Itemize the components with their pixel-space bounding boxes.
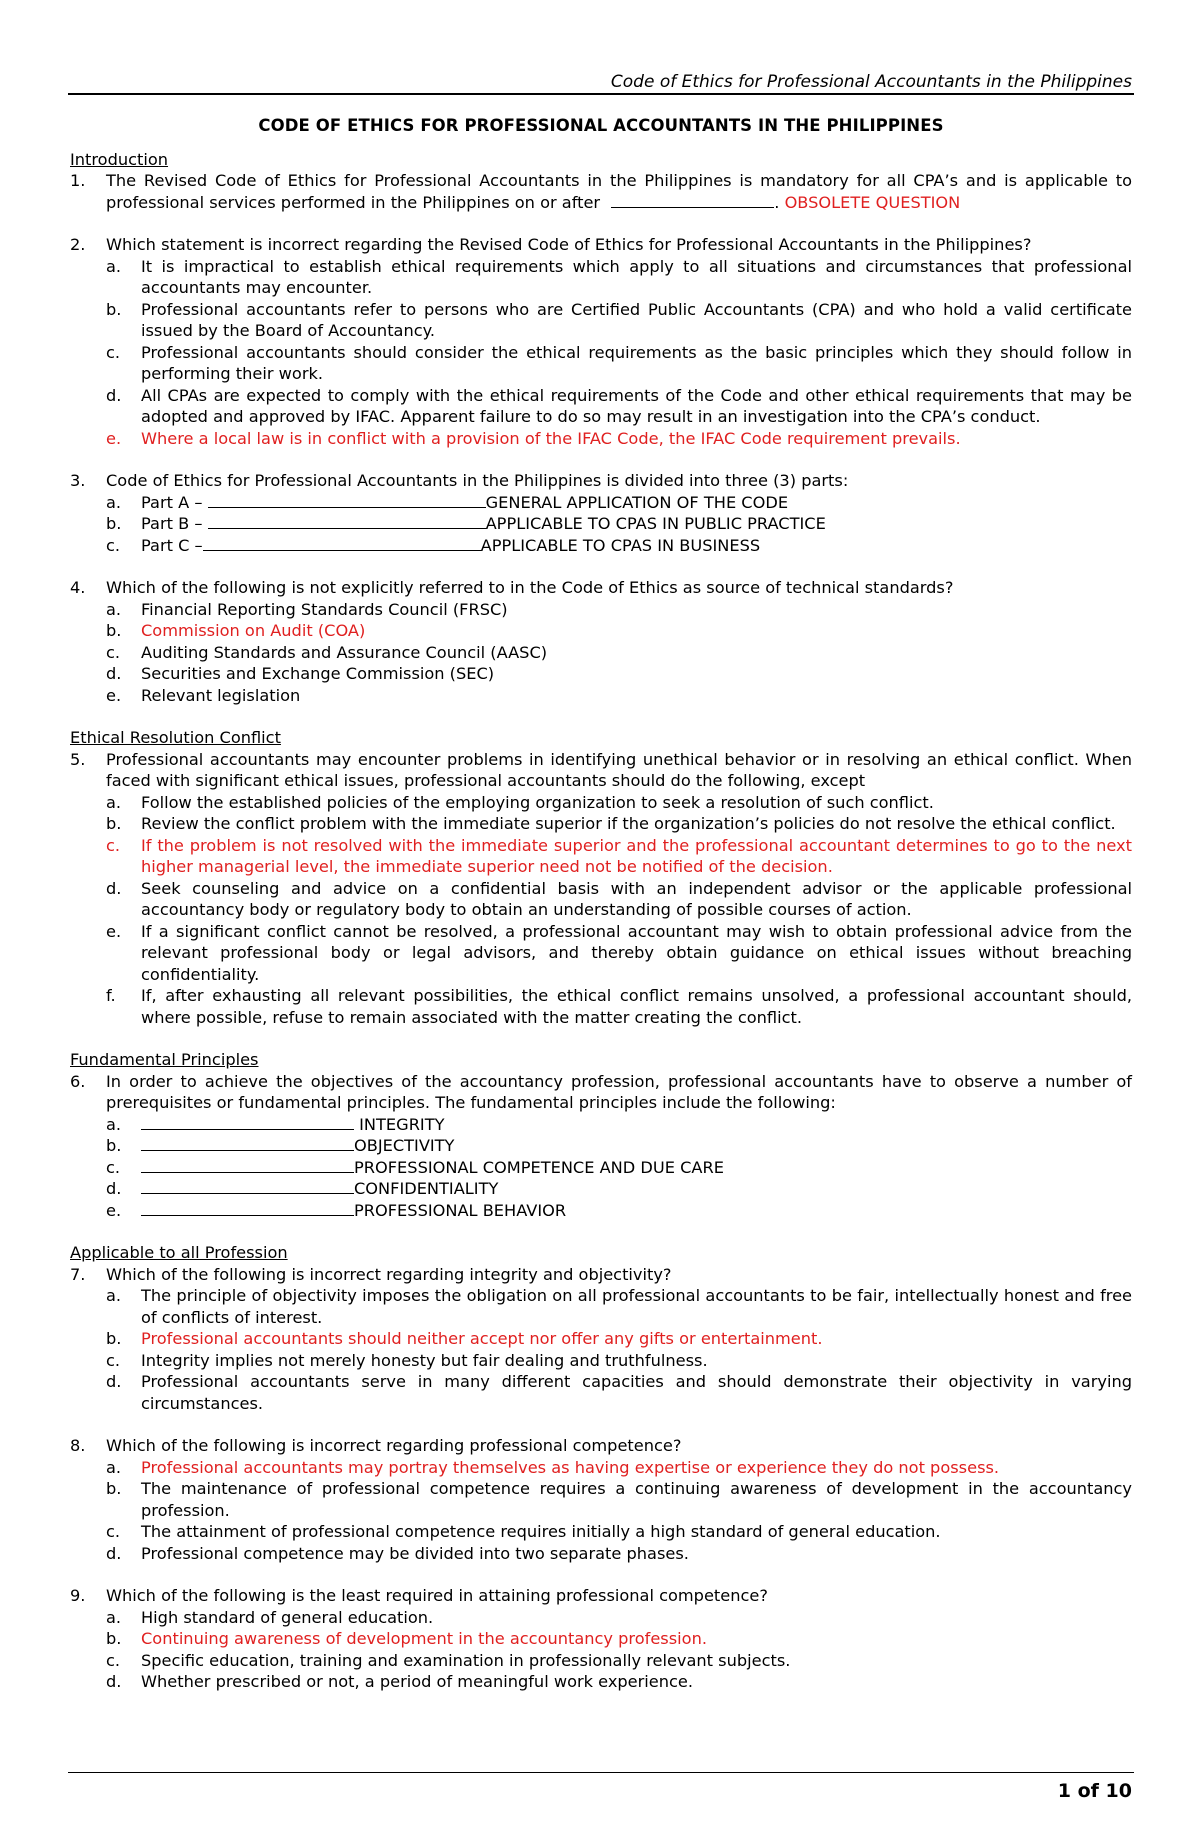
option-c: c. Integrity implies not merely honesty but fair dealing and truthfulness. [106,1350,708,1370]
question-text: Which of the following is incorrect regarding professional competence? [106,1436,682,1455]
footer-rule [68,1772,1134,1773]
answer-blank [208,513,486,529]
page-title: CODE OF ETHICS FOR PROFESSIONAL ACCOUNTANTS IN THE PHILIPPINES [258,116,944,135]
option-a: a. High standard of general education. [106,1607,434,1627]
question-number: 3. [70,471,86,490]
answer-blank [141,1200,354,1216]
question-9 [70,1585,1132,1607]
option-d: d. Whether prescribed or not, a period of meaningful work experience. [106,1672,694,1691]
option-e: e. PROFESSIONAL BEHAVIOR [106,1200,567,1220]
answer-blank [141,1135,354,1151]
option-b: b. OBJECTIVITY [106,1136,455,1155]
answer-blank [208,492,486,508]
option-d: d. Professional accountants serve in many different capacities and should demonstrate their objectivity in varying circumstances. [106,1372,1132,1413]
question-text: Professional accountants may encounter problems in identifying unethical behavior or in resolving an ethical conflict. When faced with significant ethical issues, professional accountants should do the following, except [106,749,1132,790]
option-b: b. Professional accountants refer to persons who are Certified Public Accountants (CPA) and who hold a valid certificate issued by the Board of Accountancy. [106,299,1132,340]
answer-text: OBJECTIVITY [354,1136,455,1155]
question-number: 9. [70,1586,86,1605]
header-rule [68,93,1134,95]
option-c: c. PROFESSIONAL COMPETENCE AND DUE CARE [106,1157,724,1177]
answer-text: INTEGRITY [354,1114,445,1134]
section-heading-introduction: Introduction [70,149,169,169]
question-text: Which of the following is incorrect regarding integrity and objectivity? [106,1264,672,1284]
question-number: 6. [70,1071,86,1091]
question-2 [70,234,1132,256]
question-number: 2. [70,235,86,254]
question-number: 1. [70,171,86,190]
section-heading-applicable: Applicable to all Profession [70,1243,288,1262]
answer-blank [203,535,481,551]
option-a: a. Part A – GENERAL APPLICATION OF THE CODE [106,492,789,512]
question-number: 7. [70,1264,86,1284]
option-d: d. Seek counseling and advice on a confidential basis with an independent advisor or the applicable professional accountancy body or regulatory body to obtain an understanding of possible courses of action. [106,878,1132,919]
question-8 [70,1435,1132,1457]
question-period: . [774,192,780,212]
option-d: d. Professional competence may be divided into two separate phases. [106,1543,689,1563]
option-b: b. Part B – APPLICABLE TO CPAS IN PUBLIC PRACTICE [106,514,826,533]
question-6-options [70,1114,1132,1222]
question-3 [70,470,1132,492]
option-c: c. Part C – APPLICABLE TO CPAS IN BUSINESS [106,535,761,555]
option-c: c. Auditing Standards and Assurance Council (AASC) [106,642,548,662]
option-b-answer: b. Commission on Audit (COA) [106,621,366,640]
question-text: In order to achieve the objectives of the accountancy profession, professional accountants have to observe a number of prerequisites or fundamental principles. The fundamental principles include the following: [106,1071,1132,1112]
option-c: c. Professional accountants should consider the ethical requirements as the basic principles which they should follow in performing their work. [106,342,1132,383]
question-5-options [70,792,1132,1029]
option-c: c. Specific education, training and examination in professionally relevant subjects. [106,1650,791,1670]
option-d: d. Securities and Exchange Commission (SEC) [106,664,495,683]
question-7 [70,1264,1132,1286]
option-a-answer: a. Professional accountants may portray themselves as having expertise or experience they do not possess. [106,1457,1000,1477]
option-d: d. CONFIDENTIALITY [106,1179,499,1198]
question-2-options [70,256,1132,450]
option-a: a. It is impractical to establish ethical requirements which apply to all situations and circumstances that professional accountants may encounter. [106,256,1132,297]
option-f: f. If, after exhausting all relevant possibilities, the ethical conflict remains unsolved, a professional accountant should, where possible, refuse to remain associated with the matter creating the conflict. [106,986,1132,1027]
option-e: e. If a significant conflict cannot be resolved, a professional accountant may wish to obtain professional advice from the relevant professional body or legal advisors, and thereby obtain guidance on ethical issues without breaching confidentiality. [106,921,1132,984]
question-text: The Revised Code of Ethics for Professional Accountants in the Philippines is mandatory for all CPA’s and is applicable to professional services performed in the Philippines on or after [106,171,1132,212]
question-number: 4. [70,578,86,597]
question-text: Code of Ethics for Professional Accountants in the Philippines is divided into three (3) parts: [106,471,849,490]
option-b: b. Review the conflict problem with the immediate superior if the organization’s policies do not resolve the ethical conflict. [106,814,1116,833]
question-7-options [70,1285,1132,1414]
section-heading-ethical-resolution: Ethical Resolution Conflict [70,728,281,747]
question-1 [70,170,1132,213]
option-a: a. Financial Reporting Standards Council (FRSC) [106,599,508,619]
page-number: 1 of 10 [1057,1780,1132,1802]
option-d: d. All CPAs are expected to comply with the ethical requirements of the Code and other ethical requirements that may be adopted and approved by IFAC. Apparent failure to do so may result in an investigation into the CPA’s conduct. [106,385,1132,426]
question-5 [70,749,1132,792]
question-text: Which of the following is the least required in attaining professional competence? [106,1586,768,1605]
section-heading-fundamental-principles: Fundamental Principles [70,1050,259,1069]
option-a: a. INTEGRITY [106,1114,445,1134]
answer-text: PROFESSIONAL BEHAVIOR [354,1200,567,1220]
question-4 [70,577,1132,599]
question-9-options [70,1607,1132,1693]
question-8-options [70,1457,1132,1565]
answer-blank [611,192,774,208]
question-number: 5. [70,749,86,769]
question-6 [70,1071,1132,1114]
obsolete-note: OBSOLETE QUESTION [784,192,961,212]
page-content [70,115,1132,1693]
answer-blank [141,1178,354,1194]
question-text: Which of the following is not explicitly referred to in the Code of Ethics as source of technical standards? [106,578,954,597]
option-a: a. Follow the established policies of the employing organization to seek a resolution of such conflict. [106,792,934,812]
option-c: c. The attainment of professional competence requires initially a high standard of general education. [106,1522,941,1541]
answer-blank [141,1157,354,1173]
option-e-answer: e. Where a local law is in conflict with a provision of the IFAC Code, the IFAC Code requirement prevails. [106,428,961,448]
question-4-options [70,599,1132,707]
answer-text: APPLICABLE TO CPAS IN PUBLIC PRACTICE [485,514,826,533]
option-a: a. The principle of objectivity imposes the obligation on all professional accountants to be fair, intellectually honest and free of conflicts of interest. [106,1286,1132,1327]
option-b-answer: b. Professional accountants should neither accept nor offer any gifts or entertainment. [106,1329,823,1348]
answer-text: APPLICABLE TO CPAS IN BUSINESS [480,535,761,555]
answer-text: GENERAL APPLICATION OF THE CODE [485,492,789,512]
option-b-answer: b. Continuing awareness of development in the accountancy profession. [106,1629,707,1648]
answer-blank [141,1114,354,1130]
option-e: e. Relevant legislation [106,685,301,705]
running-header: Code of Ethics for Professional Accountants in the Philippines [610,72,1132,92]
answer-text: PROFESSIONAL COMPETENCE AND DUE CARE [354,1157,724,1177]
question-3-options [70,492,1132,557]
option-c-answer: c. If the problem is not resolved with the immediate superior and the professional accountant determines to go to the next higher managerial level, the immediate superior need not be notified of the decision. [106,835,1132,876]
question-number: 8. [70,1436,86,1455]
question-text: Which statement is incorrect regarding the Revised Code of Ethics for Professional Accountants in the Philippines? [106,235,1032,254]
option-b: b. The maintenance of professional competence requires a continuing awareness of development in the accountancy profession. [106,1479,1132,1520]
answer-text: CONFIDENTIALITY [354,1179,499,1198]
